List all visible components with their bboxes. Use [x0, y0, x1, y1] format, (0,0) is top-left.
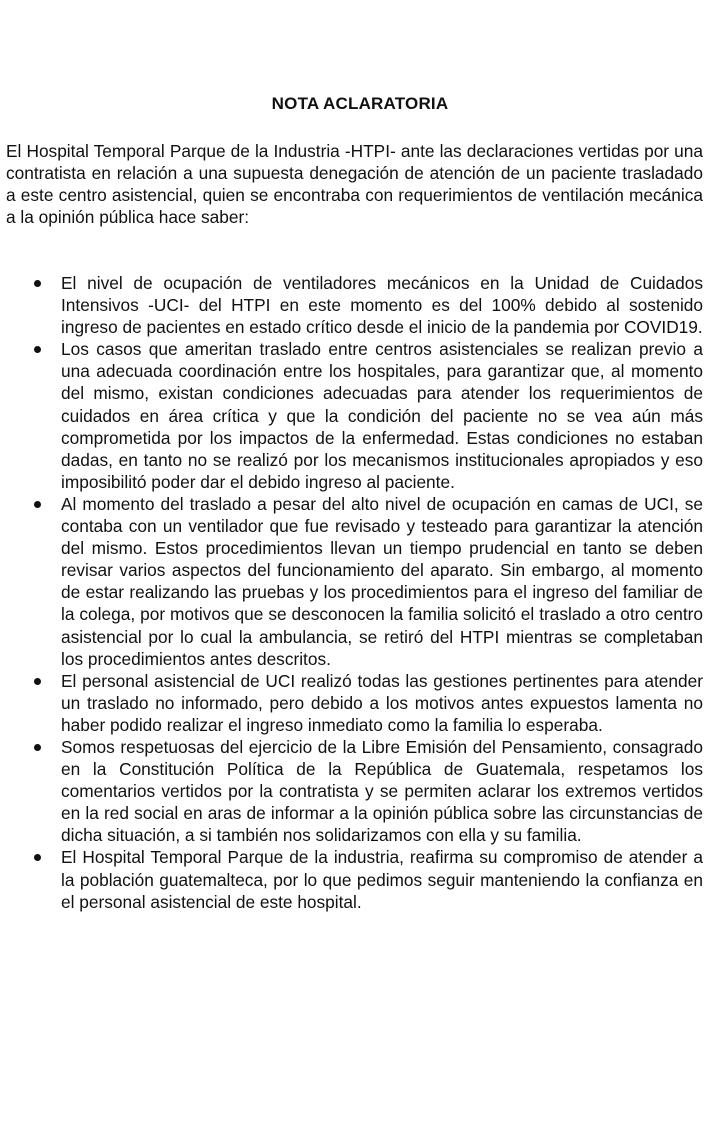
bullet-icon [34, 346, 41, 353]
bullet-icon [34, 854, 41, 861]
list-item [0, 670, 703, 736]
bullet-text: El nivel de ocupación de ventiladores mecánicos en la Unidad de Cuidados Intensivos -UCI- del HTPI en este momento es del 100% debido al sostenido ingreso de pacientes en estado crítico desde el inicio de la pandemia por COVID19. [61, 273, 703, 338]
bullet-icon [34, 744, 41, 751]
bullet-text: El personal asistencial de UCI realizó todas las gestiones pertinentes para atender un traslado no informado, pero debido a los motivos antes expuestos lamenta no haber podido realizar el ingreso inmediato como la familia lo esperaba. [61, 670, 703, 735]
list-item [0, 338, 703, 493]
bullet-icon [34, 280, 41, 287]
list-item [0, 846, 703, 912]
intro-paragraph: El Hospital Temporal Parque de la Industria -HTPI- ante las declaraciones vertidas por una contratista en relación a una supuesta denegación de atención de un paciente trasladado a este centro asistencial, quien se encontraba con requerimientos de ventilación mecánica a la opinión pública hace saber: [6, 141, 703, 228]
bullet-icon [34, 678, 41, 685]
document-title: NOTA ACLARATORIA [271, 94, 449, 113]
list-item [0, 736, 703, 846]
list-item [0, 493, 703, 670]
bullet-text: El Hospital Temporal Parque de la industria, reafirma su compromiso de atender a la población guatemalteca, por lo que pedimos seguir manteniendo la confianza en el personal asistencial de este hospital. [61, 847, 703, 912]
list-item [0, 272, 703, 338]
bullet-text: Somos respetuosas del ejercicio de la Libre Emisión del Pensamiento, consagrado en la Constitución Política de la República de Guatemala, respetamos los comentarios vertidos por la contratista y se permiten aclarar los extremos vertidos en la red social en aras de informar a la opinión pública sobre las circunstancias de dicha situación, a si también nos solidarizamos con ella y su familia. [61, 736, 703, 846]
bullet-text: Al momento del traslado a pesar del alto nivel de ocupación en camas de UCI, se contaba con un ventilador que fue revisado y testeado para garantizar la atención del mismo. Estos procedimientos llevan un tiempo prudencial en tanto se deben revisar varios aspectos del funcionamiento del aparato. Sin embargo, al momento de estar realizando las pruebas y los procedimientos para el ingreso del familiar de la colega, por motivos que se desconocen la familia solicitó el traslado a otro centro asistencial por lo cual la ambulancia, se retiró del HTPI mientras se completaban los procedimientos antes descritos. [61, 493, 703, 669]
bullet-text: Los casos que ameritan traslado entre centros asistenciales se realizan previo a una adecuada coordinación entre los hospitales, para garantizar que, al momento del mismo, existan condiciones adecuadas para atender los requerimientos de cuidados en área crítica y que la condición del paciente no se vea aún más comprometida por los impactos de la enfermedad. Estas condiciones no estaban dadas, en tanto no se realizó por los mecanismos institucionales apropiados y eso imposibilitó poder dar el debido ingreso al paciente. [61, 339, 703, 492]
bullet-icon [34, 501, 41, 508]
bullet-list [0, 272, 720, 913]
